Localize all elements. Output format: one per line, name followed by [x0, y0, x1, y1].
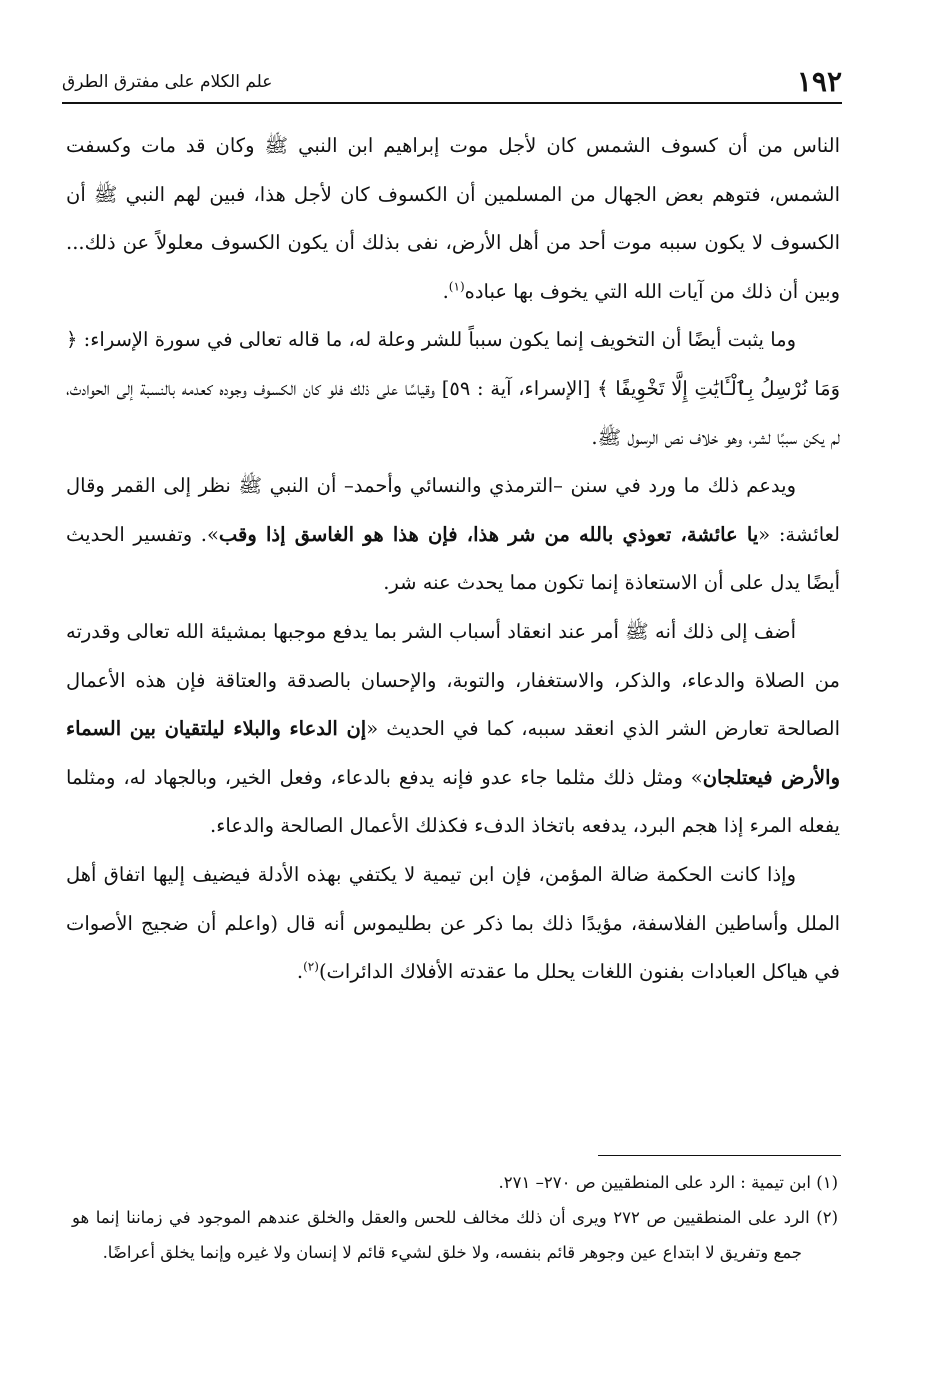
paragraph-3-text-b: ». وتفسير الحديث أيضًا يدل على أن الاستعاذة إنما تكون مما يحدث عنه شر.: [66, 522, 840, 595]
footnote-ref-1[interactable]: (١): [448, 279, 465, 294]
paragraph-1-end: .: [442, 279, 449, 303]
paragraph-1: [66, 122, 840, 316]
footnotes: [72, 1165, 838, 1270]
paragraph-5: [66, 851, 840, 997]
paragraph-2: وما يثبت أيضًا أن التخويف إنما يكون سبباً للشر وعلة له، ما قاله تعالى في سورة الإسراء: ﴿ وَمَا نُرْسِلُ بِٱلْـَٔايَٰتِ إِلَّا تَخْوِيفًا ﴾ [الإسراء، آية : ٥٩] وقياسًا على ذلك فلو كان الكسوف وجوده كعدمه بالنسبة إلى الحوادث، لم يكن سببًا لشر، وهو خلاف نص الرسول ﷺ.: [66, 328, 841, 449]
paragraph-3-text-a: ويدعم ذلك ما ورد في سنن –الترمذي والنسائي وأحمد– أن النبي ﷺ نظر إلى القمر وقال لعائشة: «: [66, 474, 840, 546]
page-number: ١٩٢: [796, 65, 842, 98]
paragraph-4-text-b: » ومثل ذلك مثلما جاء عدو فإنه يدفع بالدعاء، وفعل الخير، وبالجهاد له، ومثلما يفعله المرء إذا هجم البرد، يدفعه باتخاذ الدفء فكذلك الأعمال الصالحة والدعاء.: [66, 765, 840, 838]
footnote-ref-2[interactable]: (٢): [303, 959, 319, 974]
hadith-quote-2: إن الدعاء والبلاء ليلتقيان بين السماء والأرض فيعتلجان: [66, 717, 840, 789]
footnote-1: (١) ابن تيمية : الرد على المنطقيين ص ٢٧٠– ٢٧١.: [498, 1173, 838, 1192]
page-header: [62, 62, 842, 104]
paragraph-5-end: .: [296, 960, 304, 984]
footnote-divider: [598, 1155, 841, 1156]
footnote-2: (٢) الرد على المنطقيين ص ٢٧٢ ويرى أن ذلك مخالف للحس والعقل والخلق عندهم الموجود في زماننا إنما هو جمع وتفريق لا ابتداع عين وجوهر قائم بنفسه، ولا خلق لشيء قائم لا إنسان ولا غيره وإنما يخلق أعراضًا.: [72, 1208, 838, 1262]
running-title: علم الكلام على مفترق الطرق: [62, 72, 273, 92]
paragraph-4-text-a: أضف إلى ذلك أنه ﷺ أمر عند انعقاد أسباب الشر بما يدفع موجبها بمشيئة الله تعالى وقدرته من الصلاة والدعاء، والذكر، والاستغفار، والتوبة، والإحسان بالصدقة والعتاقة فإن هذه الأعمال الصالحة تعارض الشر الذي انعقد سببه، كما في الحديث «: [66, 619, 840, 741]
hadith-quote-1: يا عائشة، تعوذي بالله من شر هذا، فإن هذا هو الغاسق إذا وقب: [218, 522, 759, 546]
paragraph-1-text: الناس من أن كسوف الشمس كان لأجل موت إبراهيم ابن النبي ﷺ وكان قد مات وكسفت الشمس، فتوهم بعض الجهال من المسلمين أن الكسوف كان لأجل هذا، فبين لهم النبي ﷺ أن الكسوف لا يكون سببه موت أحد من أهل الأرض، نفى بذلك أن يكون الكسوف معلولاً عن ذلك... وبين أن ذلك من آيات الله التي يخوف بها عباده: [66, 134, 840, 303]
paragraph-4: [66, 608, 840, 851]
main-text: [66, 122, 840, 997]
paragraph-3: [66, 462, 840, 608]
paragraph-5-text: وإذا كانت الحكمة ضالة المؤمن، فإن ابن تيمية لا يكتفي بهذه الأدلة فيضيف إليها اتفاق أهل الملل وأساطين الفلاسفة، مؤيدًا ذلك بما ذكر عن بطليموس أنه قال (واعلم أن ضجيج الأصوات في هياكل العبادات بفنون اللغات يحلل ما عقدته الأفلاك الدائرات): [66, 862, 840, 984]
